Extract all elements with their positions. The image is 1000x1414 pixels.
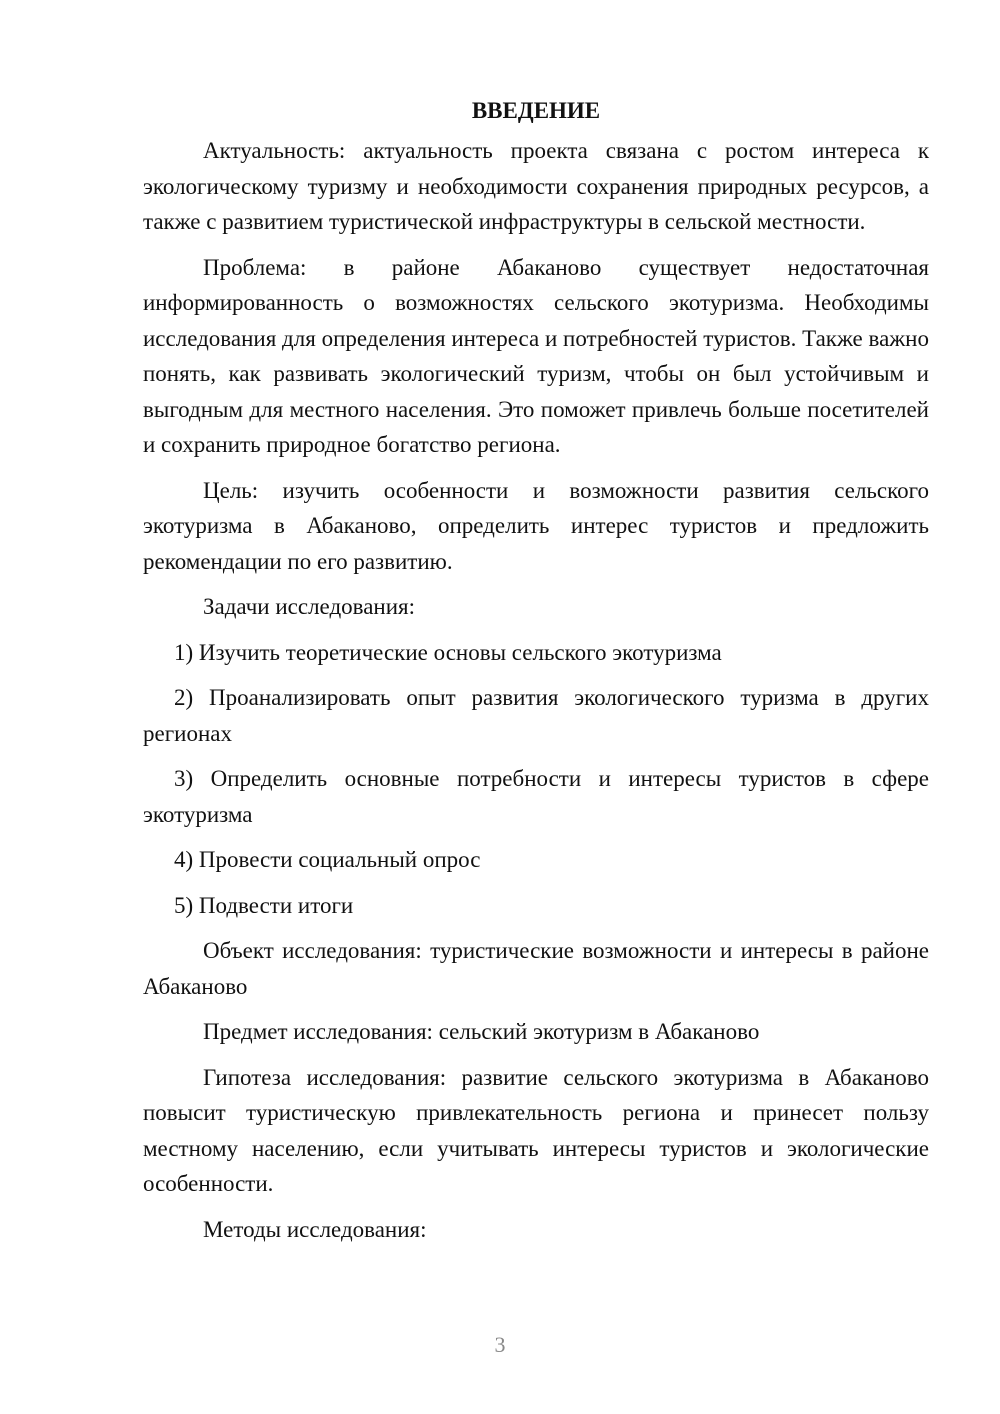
task-item-3: 3) Определить основные потребности и интересы туристов в сфере экотуризма [143, 766, 929, 827]
methods-heading: Методы исследования: [203, 1216, 427, 1242]
problem-paragraph: Проблема: в районе Абаканово существует недостаточная информированность о возможностях сельского экотуризма. Необходимы исследования для определения интереса и потребностей туристов. Также важно понять, как развивать экологический туризм, чтобы он был устойчивым и выгодным для местного населения. Это поможет привлечь больше посетителей и сохранить природное богатство региона. [143, 254, 929, 457]
task-item-2: 2) Проанализировать опыт развития экологического туризма в других регионах [143, 685, 929, 746]
goal-paragraph: Цель: изучить особенности и возможности развития сельского экотуризма в Абаканово, определить интерес туристов и предложить рекомендации по его развитию. [143, 477, 929, 574]
page-content [143, 95, 929, 1257]
task-item-4: 4) Провести социальный опрос [174, 847, 481, 872]
subject-paragraph: Предмет исследования: сельский экотуризм в Абаканово [203, 1019, 760, 1044]
task-item-1: 1) Изучить теоретические основы сельского экотуризма [174, 639, 722, 665]
object-paragraph: Объект исследования: туристические возможности и интересы в районе Абаканово [143, 938, 929, 999]
tasks-heading: Задачи исследования: [203, 594, 416, 619]
section-title: ВВЕДЕНИЕ [471, 98, 601, 123]
page-number: 3 [494, 1332, 506, 1357]
hypothesis-paragraph: Гипотеза исследования: развитие сельского экотуризма в Абаканово повысит туристическую привлекательность региона и принесет пользу местному населению, если учитывать интересы туристов и экологические особенности. [143, 1064, 929, 1196]
task-item-5: 5) Подвести итоги [174, 892, 354, 918]
relevance-paragraph: Актуальность: актуальность проекта связана с ростом интереса к экологическому туризму и необходимости сохранения природных ресурсов, а также с развитием туристической инфраструктуры в сельской местности. [143, 138, 929, 234]
